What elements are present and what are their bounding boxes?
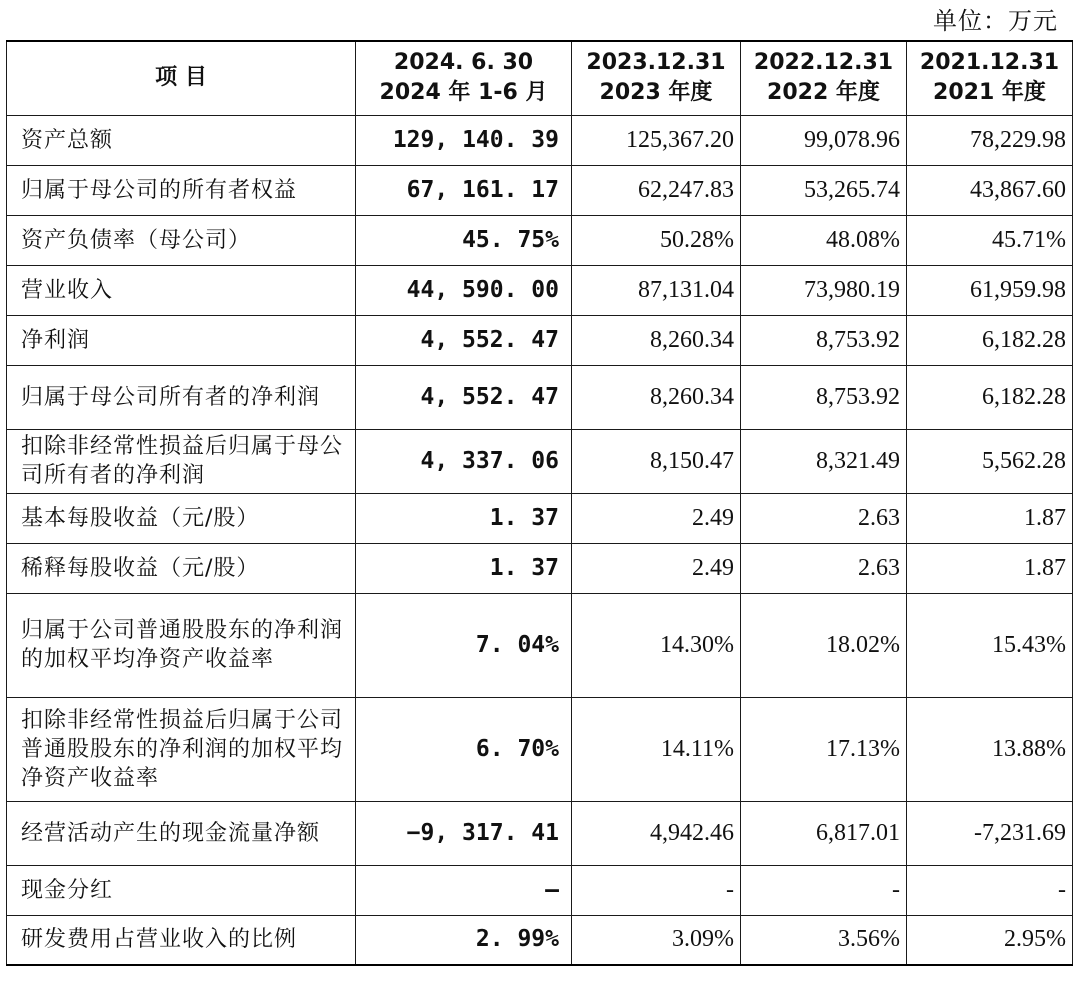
table-row [7, 215, 1073, 265]
value-2022: 6,817.01 [741, 801, 907, 865]
value-2024h1: 67, 161. 17 [356, 165, 572, 215]
value-2024h1: 7. 04% [356, 593, 572, 697]
value-2021: 13.88% [907, 697, 1073, 801]
header-2022 [741, 41, 907, 115]
value-2024h1: 4, 552. 47 [356, 365, 572, 429]
table-row [7, 493, 1073, 543]
value-2021: 43,867.60 [907, 165, 1073, 215]
value-2023: 50.28% [572, 215, 741, 265]
row-label: 资产总额 [7, 115, 356, 165]
header-2024h1 [356, 41, 572, 115]
row-label: 基本每股收益（元/股） [7, 493, 356, 543]
header-2021-date: 2021.12.31 [919, 50, 1060, 76]
value-2021: 1.87 [907, 543, 1073, 593]
value-2024h1: 1. 37 [356, 493, 572, 543]
value-2021: - [907, 865, 1073, 915]
value-2022: 18.02% [741, 593, 907, 697]
table-row [7, 915, 1073, 965]
value-2024h1: – [356, 865, 572, 915]
value-2021: 6,182.28 [907, 365, 1073, 429]
row-label: 扣除非经常性损益后归属于母公司所有者的净利润 [7, 429, 356, 493]
row-label: 归属于母公司的所有者权益 [7, 165, 356, 215]
row-label: 扣除非经常性损益后归属于公司普通股股东的净利润的加权平均净资产收益率 [7, 697, 356, 801]
header-2023-date: 2023.12.31 [586, 50, 726, 76]
value-2023: 3.09% [572, 915, 741, 965]
row-label: 研发费用占营业收入的比例 [7, 915, 356, 965]
value-2022: 73,980.19 [741, 265, 907, 315]
value-2022: 48.08% [741, 215, 907, 265]
table-row [7, 543, 1073, 593]
header-2022-date: 2022.12.31 [753, 50, 894, 76]
value-2022: 8,753.92 [741, 315, 907, 365]
row-label: 现金分红 [7, 865, 356, 915]
value-2024h1: 4, 337. 06 [356, 429, 572, 493]
header-2021-period: 2021 年度 [933, 80, 1046, 106]
header-2024h1-date: 2024. 6. 30 [393, 50, 534, 76]
header-2022-period: 2022 年度 [767, 80, 880, 106]
table-row [7, 365, 1073, 429]
value-2022: 99,078.96 [741, 115, 907, 165]
value-2021: 1.87 [907, 493, 1073, 543]
value-2023: 8,150.47 [572, 429, 741, 493]
header-2024h1-period: 2024 年 1-6 月 [379, 80, 548, 106]
value-2023: 4,942.46 [572, 801, 741, 865]
header-2021 [907, 41, 1073, 115]
financial-data-table [6, 40, 1073, 966]
value-2022: - [741, 865, 907, 915]
value-2022: 2.63 [741, 493, 907, 543]
table-row [7, 165, 1073, 215]
value-2023: 87,131.04 [572, 265, 741, 315]
value-2021: -7,231.69 [907, 801, 1073, 865]
value-2023: 8,260.34 [572, 365, 741, 429]
value-2023: 14.30% [572, 593, 741, 697]
value-2022: 2.63 [741, 543, 907, 593]
header-2023-period: 2023 年度 [599, 80, 713, 106]
value-2023: - [572, 865, 741, 915]
value-2021: 5,562.28 [907, 429, 1073, 493]
value-2022: 53,265.74 [741, 165, 907, 215]
value-2022: 8,753.92 [741, 365, 907, 429]
value-2024h1: −9, 317. 41 [356, 801, 572, 865]
row-label: 归属于公司普通股股东的净利润的加权平均净资产收益率 [7, 593, 356, 697]
table-row [7, 697, 1073, 801]
table-row [7, 593, 1073, 697]
value-2021: 2.95% [907, 915, 1073, 965]
row-label: 归属于母公司所有者的净利润 [7, 365, 356, 429]
value-2024h1: 1. 37 [356, 543, 572, 593]
value-2023: 2.49 [572, 493, 741, 543]
value-2022: 17.13% [741, 697, 907, 801]
value-2023: 125,367.20 [572, 115, 741, 165]
value-2021: 45.71% [907, 215, 1073, 265]
value-2022: 3.56% [741, 915, 907, 965]
row-label: 净利润 [7, 315, 356, 365]
value-2023: 8,260.34 [572, 315, 741, 365]
table-row [7, 115, 1073, 165]
value-2022: 8,321.49 [741, 429, 907, 493]
value-2023: 62,247.83 [572, 165, 741, 215]
row-label: 经营活动产生的现金流量净额 [7, 801, 356, 865]
value-2021: 78,229.98 [907, 115, 1073, 165]
table-row [7, 315, 1073, 365]
value-2021: 15.43% [907, 593, 1073, 697]
value-2024h1: 129, 140. 39 [356, 115, 572, 165]
table-row [7, 265, 1073, 315]
header-2023 [572, 41, 741, 115]
table-row [7, 801, 1073, 865]
value-2024h1: 2. 99% [356, 915, 572, 965]
table-row [7, 429, 1073, 493]
row-label: 营业收入 [7, 265, 356, 315]
value-2023: 2.49 [572, 543, 741, 593]
row-label: 稀释每股收益（元/股） [7, 543, 356, 593]
value-2021: 61,959.98 [907, 265, 1073, 315]
table-row [7, 865, 1073, 915]
value-2024h1: 45. 75% [356, 215, 572, 265]
header-item: 项 目 [7, 41, 356, 115]
value-2024h1: 44, 590. 00 [356, 265, 572, 315]
value-2021: 6,182.28 [907, 315, 1073, 365]
unit-label: 单位：万元 [933, 7, 1058, 35]
value-2024h1: 6. 70% [356, 697, 572, 801]
value-2024h1: 4, 552. 47 [356, 315, 572, 365]
header-row [7, 41, 1073, 115]
row-label: 资产负债率（母公司） [7, 215, 356, 265]
value-2023: 14.11% [572, 697, 741, 801]
